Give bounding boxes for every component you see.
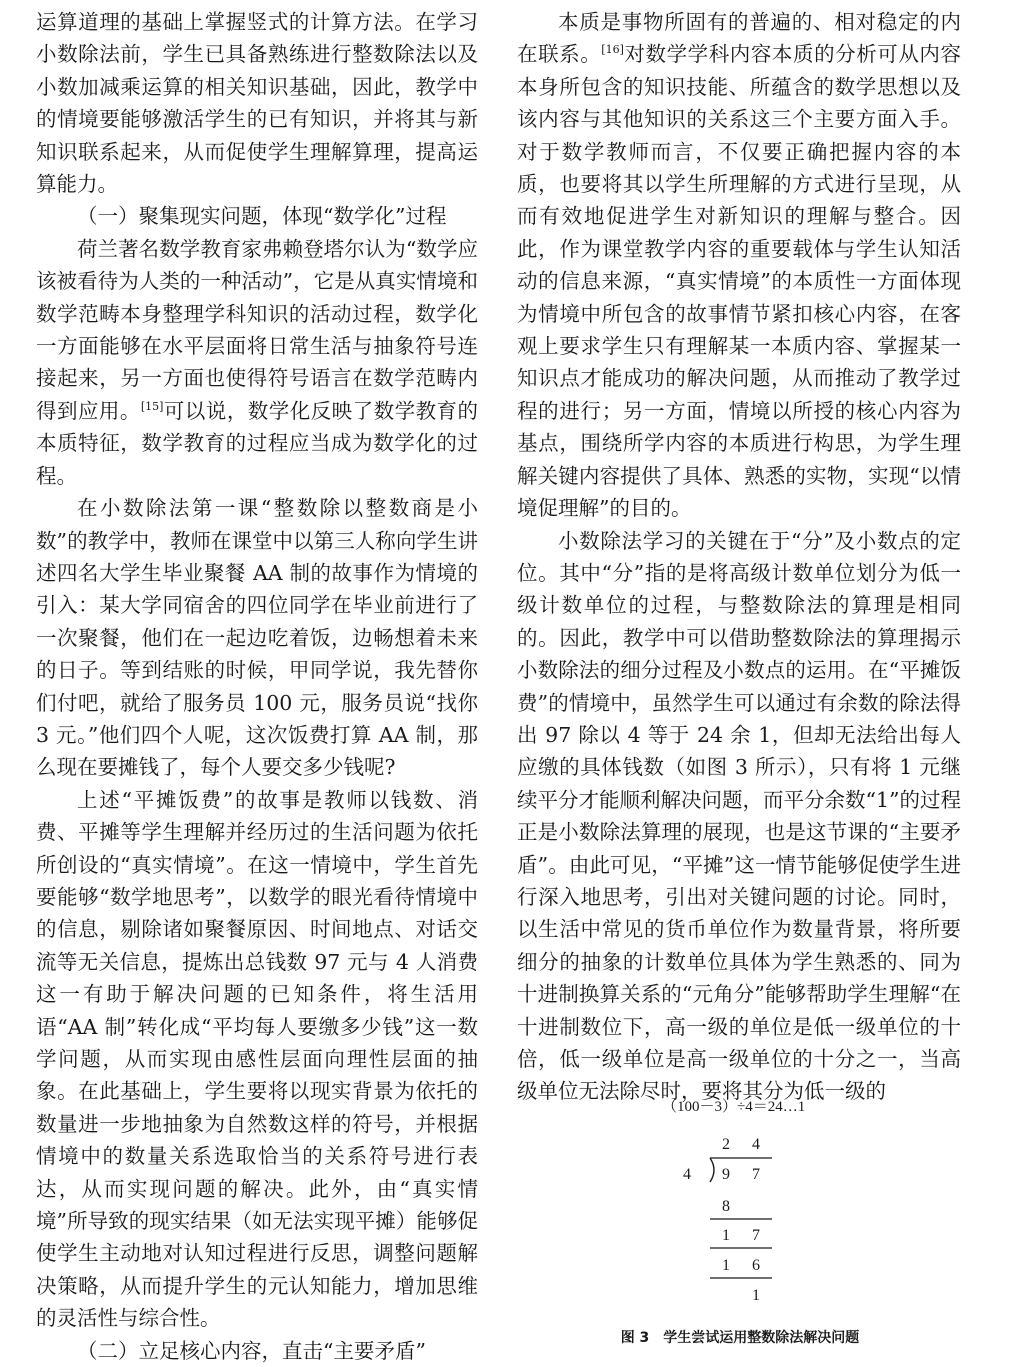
long-division bbox=[560, 1094, 920, 1324]
dividend-digit: 9 bbox=[722, 1166, 730, 1183]
citation-ref: [15] bbox=[140, 400, 164, 414]
paragraph: 上述“平摊饭费”的故事是教师以钱数、消费、平摊等学生理解并经历过的生活问题为依托所创设的“真实情境”。在这一情境中，学生首先要能够“数学地思考”，以数学的眼光看待情境中的信息，剔除诸如聚餐原因、时间地点、对话交流等无关信息，提炼出总钱数 97 元与 4 人消费这一有助于解决问题的已知条件，将生活用语“AA 制”转化成“平均每人要缴多少钱”这一数学问题，从而实现由感性层面向理性层面的抽象。在此基础上，学生要将以现实背景为依托的数量进一步地抽象为自然数这样的符号，并根据情境中的数量关系选取恰当的关系符号进行表达，从而实现问题的解决。此外，由“真实情境”所导致的现实结果（如无法实现平摊）能够促使学生主动地对认知过程进行反思，调整问题解决策略，从而提升学生的元认知能力，增加思维的灵活性与综合性。 bbox=[36, 787, 478, 1331]
equation: （100－3）÷4＝24…1 bbox=[662, 1099, 806, 1115]
paragraph-text: 本质是事物所固有的普遍的、相对稳定的内在联系。 bbox=[517, 10, 961, 67]
left-column bbox=[36, 6, 478, 1367]
section-heading: （一）聚集现实问题，体现“数学化”过程 bbox=[77, 204, 447, 229]
paragraph-text: 可以说，数学化反映了数学教育的本质特征，数学教育的过程应当成为数学化的过程。 bbox=[36, 398, 479, 488]
paragraph-text: 荷兰著名数学教育家弗赖登塔尔认为“数学应该被看待为人类的一种活动”，它是从真实情境和数学范畴本身整理学科知识的活动过程，数学化一方面能够在水平层面将日常生活与抽象符号连接起来，另一方面也使得符号语言在数学范畴内得到应用。 bbox=[36, 236, 478, 423]
paragraph: 小数除法学习的关键在于“分”及小数点的定位。其中“分”指的是将高级计数单位划分为低一级计数单位的过程，与整数除法的算理是相同的。因此，教学中可以借助整数除法的算理揭示小数除法的细分过程及小数点的运用。在“平摊饭费”的情境中，虽然学生可以通过有余数的除法得出 97 除以 4 等于 24 余 1，但却无法给出每人应缴的具体钱数（如图 3 所示），只有将 1 元继续平分才能顺利解决问题，而平分余数“1”的过程正是小数除法算理的展现，也是这节课的“主要矛盾”。由此可见，“平摊”这一情节能够促使学生进行深入地思考，引出对关键问题的讨论。同时，以生活中常见的货币单位作为数量背景，将所要细分的抽象的计数单位具体为学生熟悉的、同为十进制换算关系的“元角分”能够帮助学生理解“在十进制数位下，高一级的单位是低一级单位的十倍，低一级单位是高一级单位的十分之一，当高级单位无法除尽时，要将其分为低一级的 bbox=[517, 528, 962, 1104]
dividend-digit: 7 bbox=[752, 1166, 760, 1183]
division-bracket bbox=[710, 1158, 714, 1182]
step-digit: 7 bbox=[752, 1227, 760, 1244]
step-digit: 6 bbox=[752, 1257, 760, 1274]
remainder: 1 bbox=[752, 1287, 760, 1304]
paragraph: 在小数除法第一课“整数除以整数商是小数”的教学中，教师在课堂中以第三人称向学生讲述四名大学生毕业聚餐 AA 制的故事作为情境的引入：某大学同宿舍的四位同学在毕业前进行了一次聚餐，他们在一起边吃着饭，边畅想着未来的日子。等到结账的时候，甲同学说，我先替你们付吧，就给了服务员 100 元，服务员说“找你 3 元。”他们四个人呢，这次饭费打算 AA 制，那么现在要摊钱了，每个人要交多少钱呢? bbox=[36, 496, 478, 780]
paragraph: 运算道理的基础上掌握竖式的计算方法。在学习小数除法前，学生已具备熟练进行整数除法以及小数加减乘运算的相关知识基础，因此，教学中的情境要能够激活学生的已有知识，并将其与新知识联系起来，从而促使学生理解算理，提高运算能力。 bbox=[36, 10, 478, 197]
divisor: 4 bbox=[683, 1166, 691, 1183]
figure-3 bbox=[560, 1094, 920, 1354]
quotient-digit: 2 bbox=[722, 1136, 730, 1153]
step-digit: 1 bbox=[722, 1227, 730, 1244]
section-heading: （二）立足核心内容，直击“主要矛盾” bbox=[77, 1338, 426, 1363]
figure-caption: 图 3 学生尝试运用整数除法解决问题 bbox=[620, 1330, 860, 1346]
paragraph bbox=[36, 233, 478, 492]
right-column bbox=[517, 6, 961, 1108]
paragraph-text: 对数学学科内容本质的分析可从内容本身所包含的知识技能、所蕴含的数学思想以及该内容与其他知识的关系这三个主要方面入手。对于数学教师而言，不仅要正确把握内容的本质，也要将其以学生所理解的方式进行呈现，从而有效地促进学生对新知识的理解与整合。因此，作为课堂教学内容的重要载体与学生认知活动的信息来源，“真实情境”的本质性一方面体现为情境中所包含的故事情节紧扣核心内容，在客观上要求学生只有理解某一本质内容、掌握某一知识点才能成功的解决问题，从而推动了教学过程的进行；另一方面，情境以所授的核心内容为基点，围绕所学内容的本质进行构思，为学生理解关键内容提供了具体、熟悉的实物，实现“以情境促理解”的目的。 bbox=[517, 42, 961, 521]
paragraph bbox=[517, 6, 961, 525]
step-digit: 8 bbox=[722, 1198, 730, 1215]
quotient-digit: 4 bbox=[752, 1136, 760, 1153]
step-digit: 1 bbox=[722, 1257, 730, 1274]
citation-ref: [16] bbox=[601, 43, 624, 57]
